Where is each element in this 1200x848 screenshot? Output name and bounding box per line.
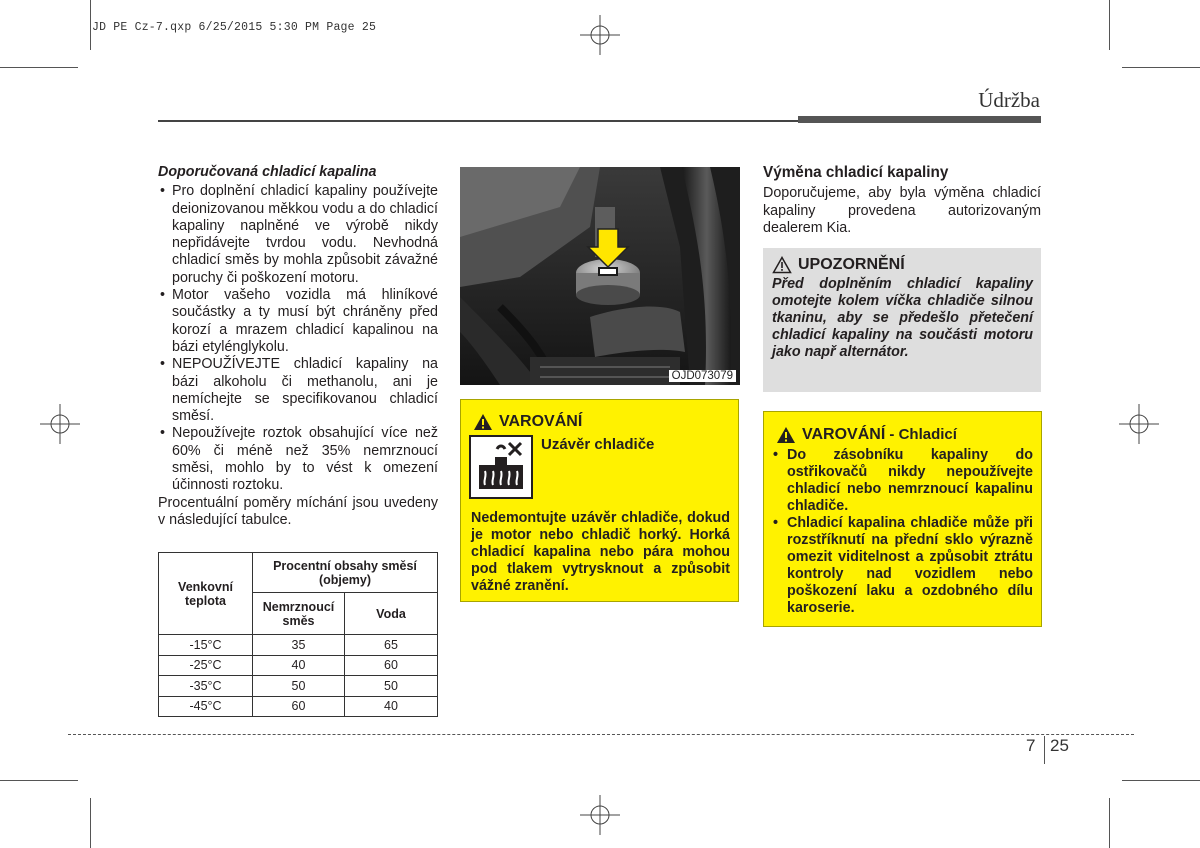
- warning-heading: [776, 426, 957, 444]
- engine-bay-illustration: [460, 167, 740, 385]
- table-cell: 50: [345, 676, 438, 697]
- subheading: Doporučovaná chladicí kapalina: [158, 164, 377, 180]
- radiator-cap-photo: [460, 167, 740, 385]
- table-cell: 40: [345, 696, 438, 717]
- crop-mark: [1122, 780, 1200, 781]
- crop-mark: [90, 798, 91, 848]
- table-cell: -35°C: [159, 676, 253, 697]
- crop-mark: [0, 780, 78, 781]
- caution-box: [763, 248, 1041, 392]
- registration-mark: [580, 795, 620, 835]
- crop-mark: [1122, 67, 1200, 68]
- table-cell: -15°C: [159, 635, 253, 656]
- warning-box-coolant: [763, 411, 1042, 627]
- paragraph: Doporučujeme, aby byla výměna chladicí kapaliny provedena autorizovaným dealerem Kia.: [763, 185, 1041, 236]
- caution-triangle-icon: [772, 256, 792, 274]
- paragraph: Procentuální poměry míchání jsou uvedeny v následující tabulce.: [158, 494, 438, 528]
- table-cell: 65: [345, 635, 438, 656]
- table-cell: -25°C: [159, 655, 253, 676]
- table-row: [159, 696, 438, 717]
- table-cell: 60: [253, 696, 345, 717]
- warning-title-suffix: - Chladicí: [885, 426, 957, 443]
- header-rule-accent: [798, 116, 1041, 123]
- crop-mark: [1109, 798, 1110, 848]
- table-cell: 40: [253, 655, 345, 676]
- warning-triangle-icon: [473, 413, 493, 431]
- section-title: Údržba: [978, 88, 1040, 112]
- page-number-divider: [1044, 736, 1045, 764]
- list-item: • Chladicí kapalina chladiče může při rozstříknutí na přední sklo výrazně omezit viditelnost a způsobit ztrátu kontroly nad vozidlem nebo poškození laku a ozdobného dílu karoserie.: [773, 515, 1033, 617]
- table-header: Voda: [345, 593, 438, 635]
- warning-text: Nedemontujte uzávěr chladiče, dokud je motor nebo chladič horký. Horká chladicí kapalina nebo pára mohou pod tlakem vytrysknout a způsobit vážné zranění.: [471, 510, 730, 594]
- warning-title: VAROVÁNÍ: [802, 426, 886, 443]
- list-item: • Pro doplnění chladicí kapaliny používejte deionizovanou měkkou vodu a do chladicí kapaliny naplněné ve výrobě nikdy nepřidávejte tvrdou vodu. Nevhodná chladicí směs by mohla způsobit závažné poruchy či poškození motoru.: [158, 183, 438, 287]
- caution-heading: [772, 256, 1033, 274]
- warning-triangle-icon: [776, 426, 796, 444]
- table-cell: -45°C: [159, 696, 253, 717]
- list-item: • Motor vašeho vozidla má hliníkové součástky a ty musí být chráněny před korozí a mrazem chladicí kapalinou na bázi etylénglykolu.: [158, 287, 438, 356]
- registration-mark: [580, 15, 620, 55]
- section-heading: Výměna chladicí kapaliny: [763, 164, 949, 181]
- table-row: [159, 655, 438, 676]
- table-row: [159, 635, 438, 656]
- warning-title: VAROVÁNÍ: [499, 413, 583, 430]
- list-item: • NEPOUŽÍVEJTE chladicí kapaliny na bázi alkoholu či methanolu, ani je nemíchejte se specifikovanou chladicí směsí.: [158, 356, 438, 425]
- table-header: Nemrznoucí směs: [253, 593, 345, 635]
- crop-mark: [1109, 0, 1110, 50]
- crop-mark: [0, 67, 78, 68]
- footer-rule: [68, 734, 1134, 735]
- coolant-replacement-section: [763, 164, 1041, 237]
- table-cell: 50: [253, 676, 345, 697]
- page-number: 25: [1050, 736, 1069, 755]
- list-item: • Do zásobníku kapaliny do ostřikovačů nikdy nepoužívejte chladicí nebo nemrznoucí kapalinu chladiče.: [773, 447, 1033, 515]
- table-cell: 35: [253, 635, 345, 656]
- mixing-ratio-table: [158, 552, 438, 717]
- hot-radiator-icon: [469, 435, 533, 499]
- table-row: [159, 676, 438, 697]
- registration-mark: [40, 404, 80, 444]
- bullet-list: [158, 183, 438, 494]
- table-header: Procentní obsahy směsí (objemy): [253, 553, 438, 593]
- warning-list: [773, 447, 1033, 617]
- list-item: • Nepoužívejte roztok obsahující více než 60% či méně než 35% nemrznoucí směsi, mohlo by to vést k omezení účinnosti roztoku.: [158, 425, 438, 494]
- warning-subtitle: Uzávěr chladiče: [541, 436, 655, 453]
- caution-title: UPOZORNĚNÍ: [798, 256, 905, 273]
- warning-box-radiator-cap: [460, 399, 739, 602]
- table-header: Venkovní teplota: [159, 553, 253, 635]
- chapter-number: 7: [1026, 736, 1036, 755]
- caution-text: Před doplněním chladicí kapaliny omotejte kolem víčka chladiče silnou tkaninu, aby se předešlo přetečení chladicí kapaliny na součásti motoru jako např alternátor.: [772, 276, 1033, 360]
- table-cell: 60: [345, 655, 438, 676]
- printer-slug: JD PE Cz-7.qxp 6/25/2015 5:30 PM Page 25: [92, 21, 377, 34]
- warning-heading: [473, 413, 582, 431]
- registration-mark: [1119, 404, 1159, 444]
- crop-mark: [90, 0, 91, 50]
- coolant-recommendation-section: [158, 164, 438, 529]
- photo-label: OJD073079: [669, 370, 736, 382]
